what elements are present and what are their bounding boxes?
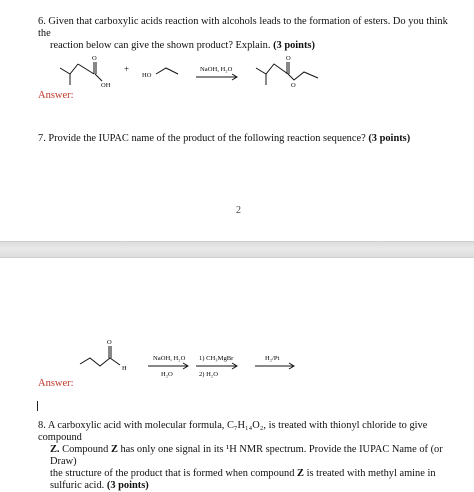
q8-line2 bbox=[38, 444, 466, 468]
q6-text-line2: reaction below can give the shown product? Explain. bbox=[50, 40, 271, 51]
q6-text-line1: Given that carboxylic acids reaction with alcohols leads to the formation of esters. Do you think the bbox=[38, 16, 448, 39]
q6-number: 6. bbox=[38, 16, 46, 27]
q7-aldehyde-skeleton bbox=[80, 358, 110, 366]
q7-aldehyde-h-label: H bbox=[122, 365, 127, 372]
q6-points: (3 points) bbox=[273, 40, 315, 51]
q6-acid-oh-label: OH bbox=[101, 82, 111, 89]
q6-answer-label: Answer: bbox=[38, 90, 74, 101]
q6-acid-skeleton bbox=[60, 64, 78, 74]
q8-compound-z-3: Z bbox=[297, 468, 304, 479]
q8-line3 bbox=[38, 468, 466, 480]
q8-line1 bbox=[38, 420, 466, 444]
q6-ester-o-top-label: O bbox=[286, 55, 291, 62]
q7-points: (3 points) bbox=[368, 133, 411, 144]
q8-compound-z-2: Z bbox=[110, 444, 118, 455]
q7-text bbox=[38, 133, 458, 145]
q6-ester-skeleton bbox=[256, 64, 288, 74]
q8-line4-text: sulfuric acid. bbox=[50, 480, 105, 491]
q7-aldehyde-h-bond bbox=[110, 358, 120, 365]
q7-step2-bottom: 2) H₂O bbox=[199, 371, 218, 378]
q8-points: (3 points) bbox=[106, 480, 149, 491]
q8-text bbox=[38, 420, 466, 492]
q6-line1 bbox=[38, 16, 458, 40]
q7-step1-top: NaOH, H₂O bbox=[153, 355, 186, 362]
q7-step3-top: H₂/Pt bbox=[265, 355, 280, 362]
q7-step1-bottom: H₂O bbox=[161, 371, 173, 378]
q7-reaction-scheme bbox=[0, 338, 474, 378]
page-divider bbox=[0, 241, 474, 258]
q6-acid-bond bbox=[78, 64, 94, 74]
q6-ester-alkoxy bbox=[288, 72, 318, 80]
q8-number: 8. bbox=[38, 420, 46, 431]
q7-answer-label: Answer: bbox=[38, 378, 74, 389]
page-number: 2 bbox=[236, 205, 241, 216]
q7-number: 7. bbox=[38, 133, 46, 144]
q6-plus: + bbox=[124, 64, 130, 74]
q6-ethanol-skeleton bbox=[156, 68, 178, 74]
q8-line3-end: is treated with methyl amine in bbox=[306, 468, 436, 479]
q8-line2-rest: Compound bbox=[62, 444, 109, 455]
q6-text bbox=[38, 16, 458, 52]
q6-alcohol-ho-label: HO bbox=[142, 72, 152, 79]
text-cursor bbox=[37, 401, 38, 411]
q7-aldehyde-o-label: O bbox=[107, 339, 112, 346]
q8-line1-text: A carboxylic acid with molecular formula, C₇H₁₄O₂, is treated with thionyl chloride to give compound bbox=[38, 420, 428, 443]
q6-ester-o-ring-label: O bbox=[291, 82, 296, 89]
q6-acid-o-label: O bbox=[92, 55, 97, 62]
q8-line4 bbox=[38, 480, 466, 492]
q7-step2-top: 1) CH₃MgBr bbox=[199, 355, 234, 362]
q8-line2-end: has only one signal in its ¹H NMR spectrum. Provide the IUPAC Name of (or Draw) bbox=[50, 444, 443, 467]
q6-acid-oh-bond bbox=[95, 74, 102, 81]
q8-line3-start: the structure of the product that is formed when compound bbox=[50, 468, 295, 479]
q7-text-body: Provide the IUPAC name of the product of the following reaction sequence? bbox=[48, 133, 366, 144]
q8-compound-z-1: Z. bbox=[50, 444, 60, 455]
q6-reagent-label: NaOH, H₂O bbox=[200, 66, 233, 73]
